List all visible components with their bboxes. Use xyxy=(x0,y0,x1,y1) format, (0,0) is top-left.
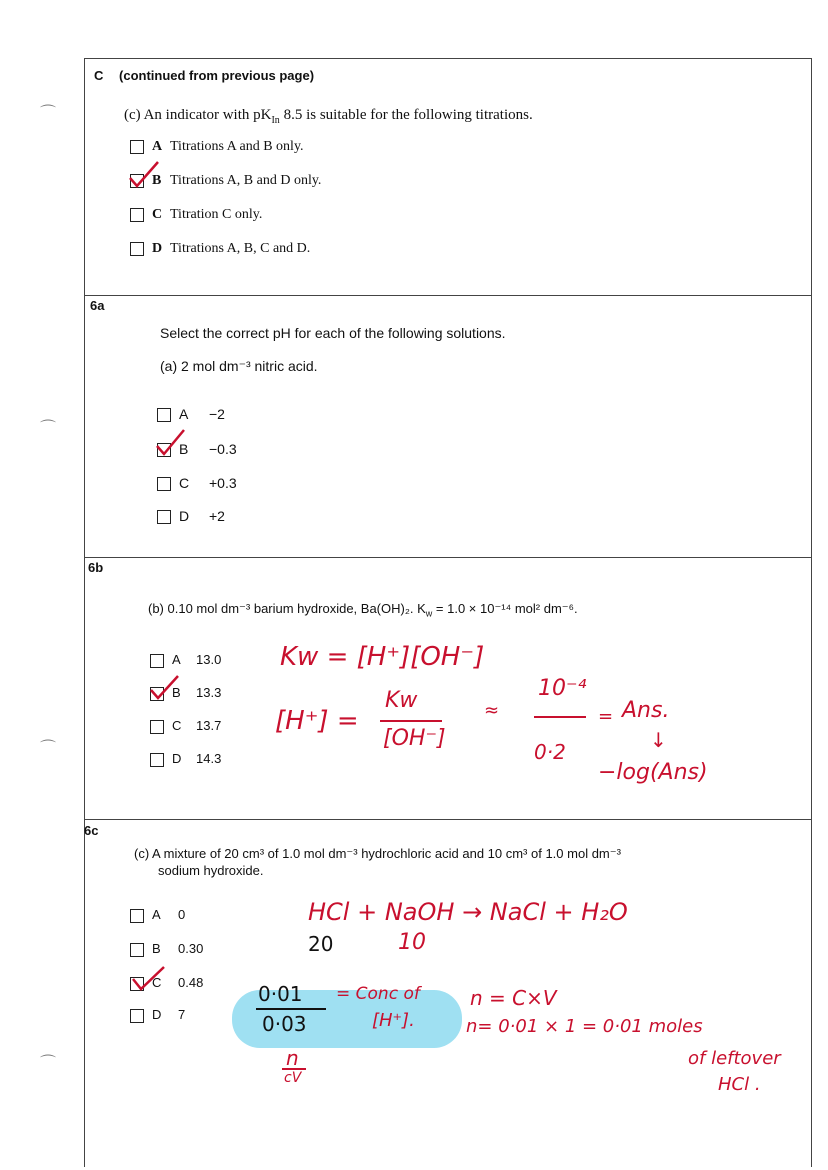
option-6c-a[interactable]: A 0 xyxy=(130,907,185,923)
fraction-bar xyxy=(256,1008,326,1010)
handwriting-hcl: HCl . xyxy=(718,1074,761,1095)
handwriting-conc-top: = Conc of xyxy=(336,984,420,1004)
checkbox[interactable] xyxy=(130,242,144,256)
fraction-bar xyxy=(534,716,586,718)
divider-6b xyxy=(84,557,811,558)
handwriting-n-calc: n= 0·01 × 1 = 0·01 moles xyxy=(466,1016,703,1037)
handwriting-arrow: ↓ xyxy=(650,728,667,752)
option-6b-a[interactable]: A 13.0 xyxy=(150,652,221,668)
checkbox[interactable] xyxy=(157,408,171,422)
handwriting-reaction: HCl + NaOH → NaCl + H₂O xyxy=(308,898,628,926)
option-6c-b[interactable]: B 0.30 xyxy=(130,941,203,957)
option-6b-d[interactable]: D 14.3 xyxy=(150,751,221,767)
checkmark-icon xyxy=(146,674,182,702)
checkmark-icon xyxy=(124,160,164,190)
handwriting-frac-bottom: [OH⁻] xyxy=(383,726,446,751)
margin-mark: ⌒ xyxy=(40,105,57,122)
fraction-bar xyxy=(380,720,442,722)
checkbox[interactable] xyxy=(150,654,164,668)
checkmark-icon xyxy=(152,428,188,458)
section-c-header: C (continued from previous page) xyxy=(94,68,315,83)
option-6a-a[interactable]: A −2 xyxy=(157,406,225,422)
option-6a-b[interactable]: B −0.3 xyxy=(157,441,237,457)
question-6c-line1: (c) A mixture of 20 cm³ of 1.0 mol dm⁻³ hydrochloric acid and 10 cm³ of 1.0 mol dm⁻³ xyxy=(134,846,621,861)
handwriting-equals: = xyxy=(598,706,614,727)
section-c-question: (c) An indicator with $pK_{In}$ 8.5 is suitable for the following titrations. xyxy=(124,107,533,126)
question-label-6a: 6a xyxy=(90,298,105,313)
checkbox[interactable] xyxy=(157,510,171,524)
divider-6a xyxy=(84,295,811,296)
handwriting-h-equation: [H⁺] = xyxy=(275,706,359,736)
handwriting-kw-equation: Kw = [H⁺][OH⁻] xyxy=(280,642,485,672)
instruction-6a: Select the correct pH for each of the following solutions. xyxy=(160,325,506,341)
checkbox[interactable] xyxy=(130,140,144,154)
handwriting-n-equation: n = C×V xyxy=(470,986,557,1010)
checkbox[interactable] xyxy=(150,753,164,767)
handwriting-num-bottom: 0·2 xyxy=(534,740,566,764)
handwriting-volume-20: 20 xyxy=(308,932,334,956)
divider-6c xyxy=(84,819,811,820)
handwriting-volume-10: 10 xyxy=(398,930,426,955)
handwriting-frac-bottom: 0·03 xyxy=(262,1012,307,1036)
checkbox[interactable] xyxy=(157,477,171,491)
handwriting-leftover: of leftover xyxy=(688,1048,781,1069)
question-label-6b: 6b xyxy=(88,560,104,575)
option-c-b[interactable]: B Titrations A, B and D only. xyxy=(130,173,321,189)
margin-mark: ⌒ xyxy=(40,1055,57,1072)
checkbox[interactable] xyxy=(150,720,164,734)
option-6c-c[interactable]: C 0.48 xyxy=(130,975,203,991)
option-6b-b[interactable]: B 13.3 xyxy=(150,685,221,701)
question-label-6c: 6c xyxy=(84,823,99,838)
checkbox[interactable] xyxy=(130,909,144,923)
handwriting-ans: Ans. xyxy=(622,698,670,723)
checkbox[interactable] xyxy=(130,1009,144,1023)
margin-mark: ⌒ xyxy=(40,420,57,437)
question-6c-line2: sodium hydroxide. xyxy=(158,863,264,878)
handwriting-num-top: 10⁻⁴ xyxy=(538,676,587,701)
option-6c-d[interactable]: D 7 xyxy=(130,1007,185,1023)
option-c-d[interactable]: D Titrations A, B, C and D. xyxy=(130,241,310,257)
option-6a-d[interactable]: D +2 xyxy=(157,508,225,524)
option-6b-c[interactable]: C 13.7 xyxy=(150,718,221,734)
option-c-c[interactable]: C Titration C only. xyxy=(130,207,262,223)
handwriting-frac-top: Kw xyxy=(385,688,418,713)
question-6b: (b) 0.10 mol dm⁻³ barium hydroxide, Ba(OH)₂. $K_w = 1.0 \times 10^{-14}$ mol² dm⁻⁶. xyxy=(148,601,578,619)
handwriting-frac-top: 0·01 xyxy=(258,982,303,1006)
checkbox[interactable] xyxy=(130,208,144,222)
handwriting-n-label: n xyxy=(286,1046,299,1070)
handwriting-log: −log(Ans) xyxy=(598,760,708,785)
handwriting-cv: cV xyxy=(284,1070,302,1086)
handwriting-approx: ≈ xyxy=(484,700,500,721)
handwriting-conc-bottom: [H⁺]. xyxy=(372,1010,415,1031)
checkmark-icon xyxy=(128,965,168,993)
margin-mark: ⌒ xyxy=(40,740,57,757)
option-c-a[interactable]: A Titrations A and B only. xyxy=(130,139,304,155)
option-6a-c[interactable]: C +0.3 xyxy=(157,475,237,491)
question-6a: (a) 2 mol dm⁻³ nitric acid. xyxy=(160,358,318,374)
checkbox[interactable] xyxy=(130,943,144,957)
